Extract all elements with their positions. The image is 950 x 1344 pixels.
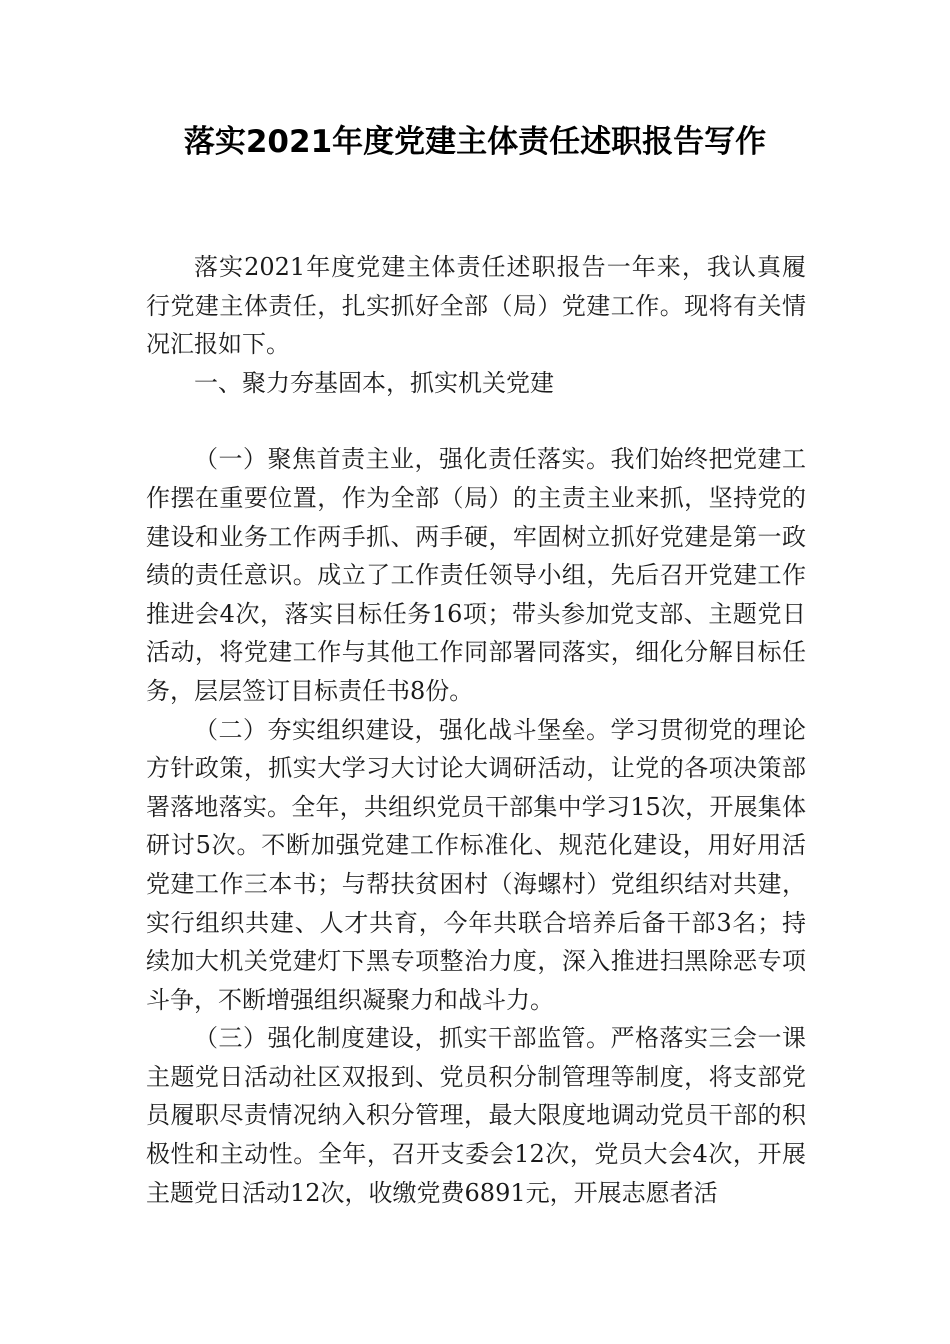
- document-title: 落实2021年度党建主体责任述职报告写作: [183, 124, 767, 160]
- body-paragraph-2: （二）夯实组织建设，强化战斗堡垒。学习贯彻党的理论方针政策，抓实大学习大讨论大调研活动，让党的各项决策部署落地落实。全年，共组织党员干部集中学习15次，开展集体研讨5次。不断加强党建工作标准化、规范化建设，用好用活党建工作三本书；与帮扶贫困村（海螺村）党组织结对共建，实行组织共建、人才共育，今年共联合培养后备干部3名；持续加大机关党建灯下黑专项整治力度，深入推进扫黑除恶专项斗争，不断增强组织凝聚力和战斗力。: [146, 715, 806, 1014]
- section-heading: 一、聚力夯基固本，抓实机关党建: [194, 368, 554, 397]
- document-body: [146, 248, 806, 1212]
- body-paragraph-3: （三）强化制度建设，抓实干部监管。严格落实三会一课主题党日活动社区双报到、党员积分制管理等制度，将支部党员履职尽责情况纳入积分管理，最大限度地调动党员干部的积极性和主动性。全年，召开支委会12次，党员大会4次，开展主题党日活动12次，收缴党费6891元，开展志愿者活: [146, 1024, 806, 1207]
- intro-paragraph: 落实2021年度党建主体责任述职报告一年来，我认真履行党建主体责任，扎实抓好全部（局）党建工作。现将有关情况汇报如下。: [146, 253, 806, 359]
- body-paragraph-1: （一）聚焦首责主业，强化责任落实。我们始终把党建工作摆在重要位置，作为全部（局）的主责主业来抓，坚持党的建设和业务工作两手抓、两手硬，牢固树立抓好党建是第一政绩的责任意识。成立了工作责任领导小组，先后召开党建工作推进会4次，落实目标任务16项；带头参加党支部、主题党日活动，将党建工作与其他工作同部署同落实，细化分解目标任务，层层签订目标责任书8份。: [146, 445, 806, 705]
